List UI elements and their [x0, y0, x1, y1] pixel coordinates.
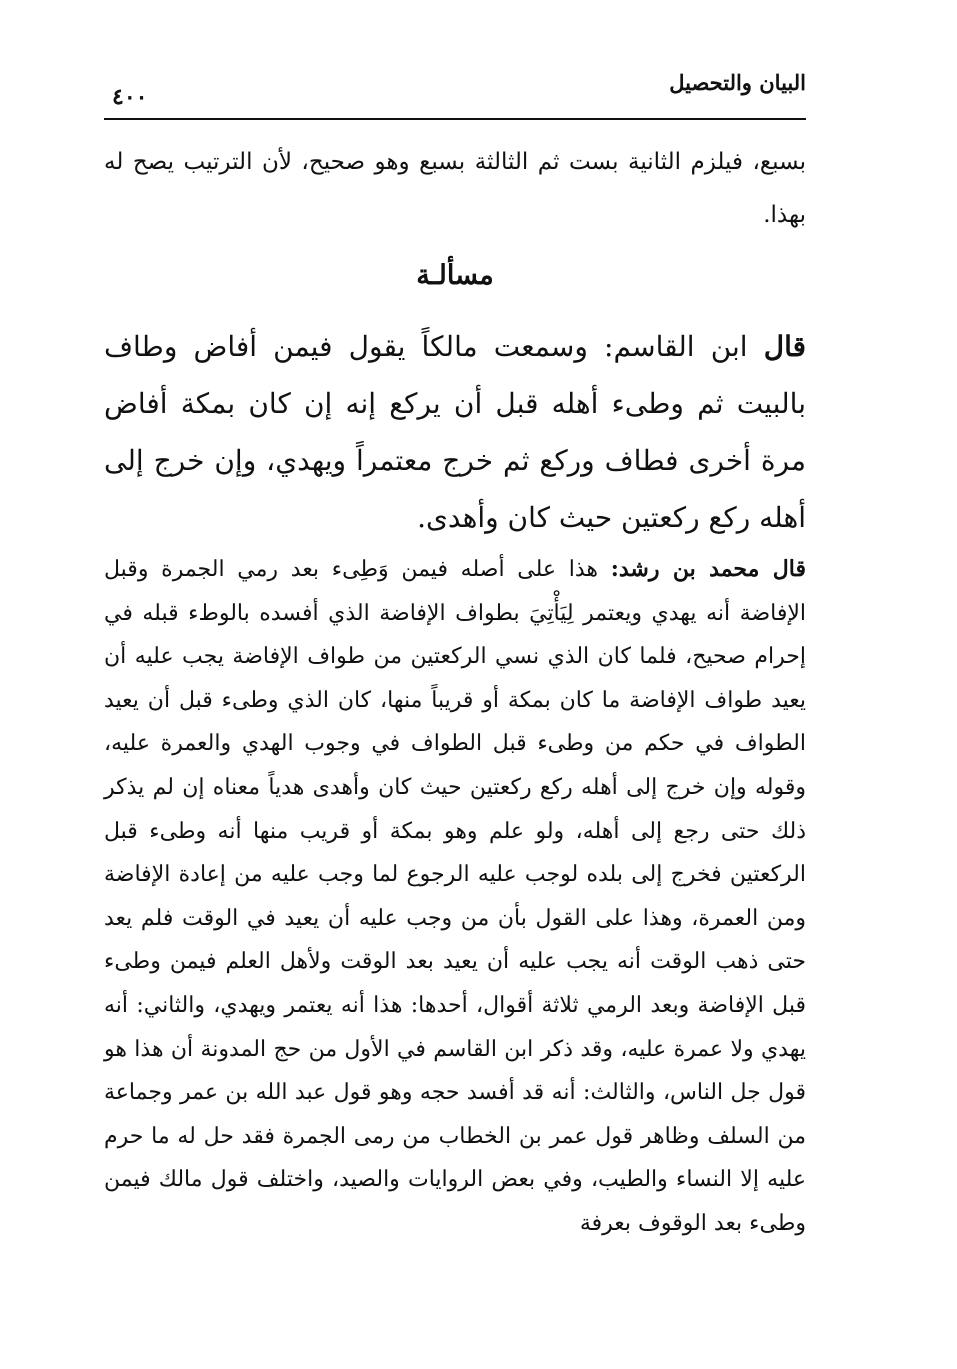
continuation-paragraph: بسبع، فيلزم الثانية بست ثم الثالثة بسبع وهو صحيح، لأن الترتيب يصح له بهذا.	[104, 149, 806, 228]
commentary-paragraph	[104, 548, 806, 1246]
commentary-speaker: قال محمد بن رشد:	[610, 556, 807, 582]
section-heading: مسألـة	[416, 260, 494, 291]
issue-speaker: قال	[763, 330, 806, 363]
running-title: البيان والتحصيل	[669, 70, 806, 95]
header-divider	[104, 118, 806, 120]
issue-paragraph	[104, 318, 806, 546]
page-header	[104, 64, 806, 108]
commentary-text: هذا على أصله فيمن وَطِىء بعد رمي الجمرة وقبل الإفاضة أنه يهدي ويعتمر لِيَأْتِيَ بطواف الإفاضة الذي أفسده بالوطء قبله في إحرام صحيح، فلما كان الذي نسي الركعتين من طواف الإفاضة يجب عليه أن يعيد طواف الإفاضة ما كان بمكة أو قريباً منها، كان الذي وطىء قبل أن يعيد الطواف في حكم من وطىء قبل الطواف في وجوب الهدي والعمرة عليه، وقوله وإن خرج إلى أهله ركع ركعتين حيث كان وأهدى هدياً معناه إن لم يذكر ذلك حتى رجع إلى أهله، ولو علم وهو بمكة أو قريب منها أنه وطىء قبل الركعتين فخرج إلى بلده لوجب عليه الرجوع لما وجب عليه من إعادة الإفاضة ومن العمرة، وهذا على القول بأن من وجب عليه أن يعيد في الوقت فلم يعد حتى ذهب الوقت أنه يجب عليه أن يعيد بعد الوقت ولأهل العلم فيمن وطىء قبل الإفاضة وبعد الرمي ثلاثة أقوال، أحدها: هذا أنه يعتمر ويهدي، والثاني: أنه يهدي ولا عمرة عليه، وقد ذكر ابن القاسم في الأول من حج المدونة أن هذا هو قول جل الناس، والثالث: أنه قد أفسد حجه وهو قول عبد الله بن عمر وجماعة من السلف وظاهر قول عمر بن الخطاب من رمى الجمرة فقد حل له ما حرم عليه إلا النساء والطيب، وفي بعض الروايات والصيد، واختلف قول مالك فيمن وطىء بعد الوقوف بعرفة	[104, 557, 806, 1236]
issue-text: ابن القاسم: وسمعت مالكاً يقول فيمن أفاض وطاف بالبيت ثم وطىء أهله قبل أن يركع إنه إن كان بمكة أفاض مرة أخرى فطاف وركع ثم خرج معتمراً ويهدي، وإن خرج إلى أهله ركع ركعتين حيث كان وأهدى.	[104, 330, 806, 534]
page-number: ٤٠٠	[112, 84, 148, 110]
